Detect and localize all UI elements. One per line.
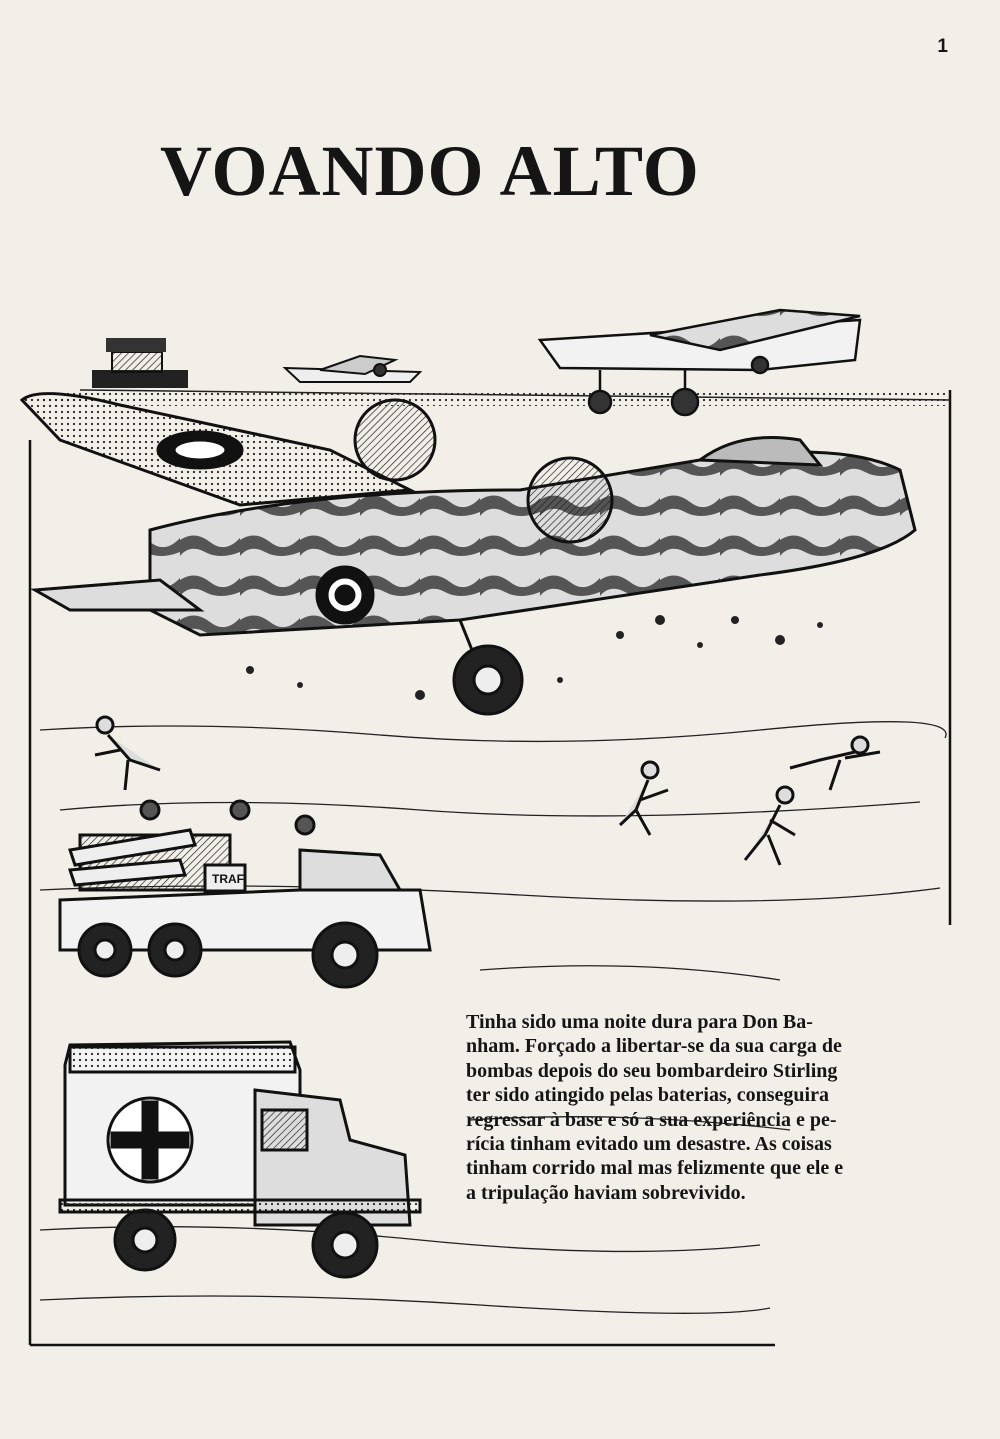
truck-label: TRAF (212, 872, 244, 886)
running-airman-icon (745, 787, 795, 865)
fire-tender-truck-icon (60, 801, 430, 987)
running-airman-icon (95, 717, 160, 790)
airfield-horizon (40, 390, 950, 406)
page-number: 1 (937, 36, 948, 57)
running-airman-icon (620, 762, 668, 835)
control-tower-icon (92, 338, 188, 388)
story-caption: Tinha sido uma noite dura para Don Ba- nham. Forçado a libertar-se da sua carga de bombas depois do seu bombardeiro Stirling ter sido atingido pelas baterias, conseguira regressar à base e só a sua experiência e pe- rícia tinham evitado um desastre. As coisas tinham corrido mal mas felizmente que ele e a tripulação haviam sobrevivido. (466, 1011, 844, 1204)
story-title: VOANDO ALTO (160, 131, 700, 211)
crashing-stirling-bomber-icon (22, 394, 915, 714)
running-airman-icon (790, 737, 880, 790)
distant-bomber-icon (285, 356, 420, 382)
ambulance-icon (60, 1042, 420, 1277)
